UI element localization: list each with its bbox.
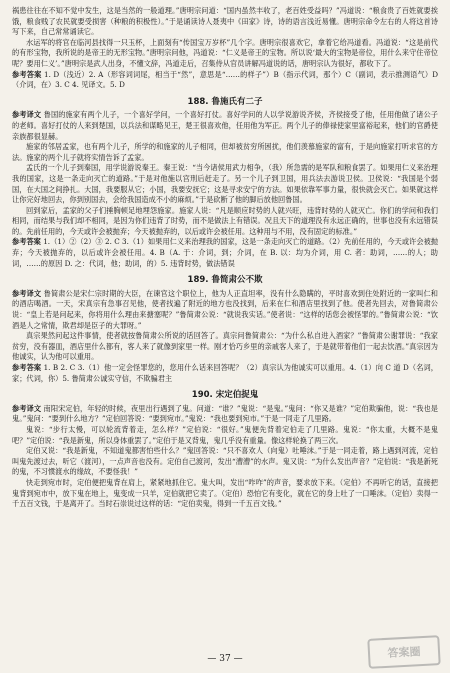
answer-label: 参考答案 bbox=[12, 69, 42, 79]
page-number: — 37 — bbox=[207, 654, 243, 664]
paragraph: 水运军的将官在临河县找得一只玉杯，上面刻有“传国宝万岁杯”几个字。唐明宗很喜欢它，拿着它给冯道看。冯道说：“这是前代的有形宝物，我所说的是帝王的无形宝物。”唐明宗问他，冯道说：“仁义是帝王的宝物。所以说‘最大的宝物是帝位，用什么来守住帝位呢？要用仁义’。”唐明宗是武人出身，不懂文辞，冯道走后，召集侍从官员讲解冯道说的话，唐明宗认为很好，都收下了。 bbox=[12, 37, 438, 68]
paragraph: 祸患往往在不知不觉中发生，这是当然的一般道理。”唐明宗问道：“国内虽然丰收了，老百姓受益吗？”冯道说：“粮食贵了百姓就要挨饿，粮食贱了农民就要受损害（种粮的积极性）。”于是诵读诗人聂夷中《田家》诗，诗的语言浅近易懂。唐明宗命令左右的人将这首诗写下来，自己常常诵读它。 bbox=[12, 6, 438, 37]
paragraph: 快走到宛市时，定伯便把鬼背在肩上，紧紧地抓住它。鬼大叫，发出“咋咋”的声音，要求放下来。（定伯）不再听它的话，直接把鬼背到宛市中，放下鬼在地上，鬼变成一只羊，定伯就把它卖了。（定伯）恐怕它有变化，就在它的身上吐了一口唾沫。（定伯）卖得一千五百文钱，于是离开了。当时石崇说过这样的话：“定伯卖鬼，得到一千五百文钱。” bbox=[12, 477, 438, 509]
answer-text: 1.（1）②（2）③ 2. C 3.（1）如果用仁义来治理我的国家，这是一条走向灭亡的道路。（2）先前任用的，今天或许会被抛弃；今天被抛弃的，以后或许会被任用。4. B（A. 于：介词，到；介词，在 B. 以：均为介词，用 C. 者：助词，……的人；助词，……的原因 D. 之：代词，他；助词，的）5. 违背时势，做法错误 bbox=[12, 237, 438, 268]
paragraph: 鲁国的施家有两个儿子，一个喜好学问，一个喜好打仗。喜好学问的人以学说游说齐侯，齐侯接受了他，任用他做了诸公子的老师。喜好打仗的人来到楚国，以兵法和谋略见王，楚王很喜欢他，任用他为军正。两个儿子的俸禄使家里富裕起来，他们的官爵使亲族都很显赫。 bbox=[12, 110, 438, 141]
paragraph: 鲁简肃公是宋仁宗时期的大臣，在谏官这个职位上，他为人正直坦率，没有什么隐瞒的，平时喜欢到住处附近的一家叫仁和的酒店喝酒。一天，宋真宗有急事召见他，使者找遍了附近的地方也没找到，后来在仁和酒店里找到了他。使者先回去，对鲁简肃公说：“皇上若是问起来，你将用什么理由来搪塞呢？”鲁简肃公说：“就说我实话。”使者说：“这样的话您会被怪罪的。”鲁简肃公说：“饮酒是人之常情，欺君却是臣子的大罪呀。” bbox=[12, 288, 438, 330]
answer-block bbox=[12, 237, 438, 269]
paragraph: 定伯又说：“我是新鬼，不知道鬼都害怕些什么？”鬼回答说：“只不喜欢人（向鬼）吐唾沫。”于是一同走着，路上遇到河流，定伯叫鬼先渡过去，听它（渡河），一点声音也没有。定伯自己渡河，发出“漕漕”的水声。鬼又说：“为什么发出声音？”定伯说：“我是新死的鬼，不习惯渡水的缘故，不要怪我！” bbox=[12, 446, 438, 477]
paragraph: 真宗果然问起这件事情，使者就按鲁简肃公所说的话回答了。真宗问鲁简肃公：“为什么私自进入酒家？”鲁简肃公谢罪说：“我家贫穷，没有器皿，酒店里什么都有，客人来了就像到家里一样。刚才恰巧乡里的亲戚客人来了，于是就带着他们一起去饮酒。”真宗因为他诚实，认为他可以重用。 bbox=[12, 331, 438, 362]
paragraph: 孟氏的一个儿子到秦国，用学说游说秦王。秦王说：“当今诸侯用武力相争，（我）所急需的是军队和粮食罢了。如果用仁义来治理我的国家，这是一条走向灭亡的道路。”于是对他施以宫刑后赶走了。另一个儿子到卫国，用兵法去游说卫侯。卫侯说：“我国是个弱国，在大国之间挣扎。大国，我要服从它；小国，我要安抚它；这是寻求安宁的方法。如果依靠军事力量，很快就会灭亡。如果就这样让你完好地回去，你到别国去，会给我国造成不小的麻烦。”于是砍断了他的脚后放他回鲁国。 bbox=[12, 163, 438, 205]
answer-text: 1. D（浅近）2. A（形容词词尾，相当于“然”，意思是“……的样子”）B（指示代词，那个）C（副词，表示推测语气）D（介词，在）3. C 4. 见译文。5. D bbox=[12, 69, 438, 90]
translation-label: 参考译文 bbox=[12, 110, 42, 120]
answer-block bbox=[12, 363, 438, 384]
paragraph: 施家的邻居孟家，也有两个儿子，所学的和施家的儿子相同，但却被贫穷所困扰，他们羡慕施家的富有，于是向施家打听求官的方法。施家的两个儿子就将实情告诉了孟家。 bbox=[12, 142, 438, 162]
section-title: 190. 宋定伯捉鬼 bbox=[191, 390, 259, 401]
watermark-stamp: 答案圈 bbox=[367, 635, 440, 669]
section-title: 188. 鲁施氏有二子 bbox=[187, 96, 263, 107]
translation-block bbox=[12, 110, 438, 142]
translation-label: 参考译文 bbox=[12, 288, 42, 298]
answer-text: 1. B 2. C 3.（1）他一定会怪罪您的，您用什么话来回答呢？（2）真宗认为他诚实可以重用。4.（1）向 C 道 D（名词，家；代词，你）5. 鲁简肃公诚实守信，不欺骗君主 bbox=[12, 363, 438, 383]
paragraph: 南阳宋定伯，年轻的时候，夜里出行遇到了鬼。问道：“谁？”鬼说：“是鬼。”鬼问：“你又是谁？”定伯欺骗他，说：“我也是鬼。”鬼问：“要到什么地方？”定伯回答说：“要到宛市。”鬼说：“我也要到宛市。”于是一同走了几里路。 bbox=[12, 403, 438, 424]
answer-block bbox=[12, 70, 438, 91]
translation-block bbox=[12, 404, 438, 425]
page-body bbox=[12, 6, 438, 510]
translation-label: 参考译文 bbox=[12, 403, 42, 413]
answer-label: 参考答案 bbox=[12, 237, 41, 247]
answer-label: 参考答案 bbox=[12, 363, 42, 372]
section-title: 189. 鲁简肃公不欺 bbox=[187, 275, 263, 286]
paragraph: 鬼说：“步行太慢，可以轮流背着走，怎么样？”定伯说：“很好。”鬼便先背着定伯走了几里路。鬼说：“你太重，大概不是鬼吧？”定伯说：“我是新鬼，所以身体重罢了。”定伯于是又背鬼，鬼几乎没有重量。像这样轮换了两三次。 bbox=[12, 424, 438, 445]
translation-block bbox=[12, 289, 438, 331]
paragraph: 回到家后，孟家的父子们捶胸顿足地埋怨施家。施家人说：“凡是顺应时势的人就兴旺，违背时势的人就灭亡。你们的学问和我们相同，而结果与我们却不相同，是因为你们违背了时势，而不是做法上有错误。况且天下的道理没有永远正确的，世事也没有永远错误的。先前任用的，今天或许会被抛弃；今天被抛弃的，以后或许会被任用。这种用与不用，没有固定的标准。” bbox=[12, 205, 438, 236]
